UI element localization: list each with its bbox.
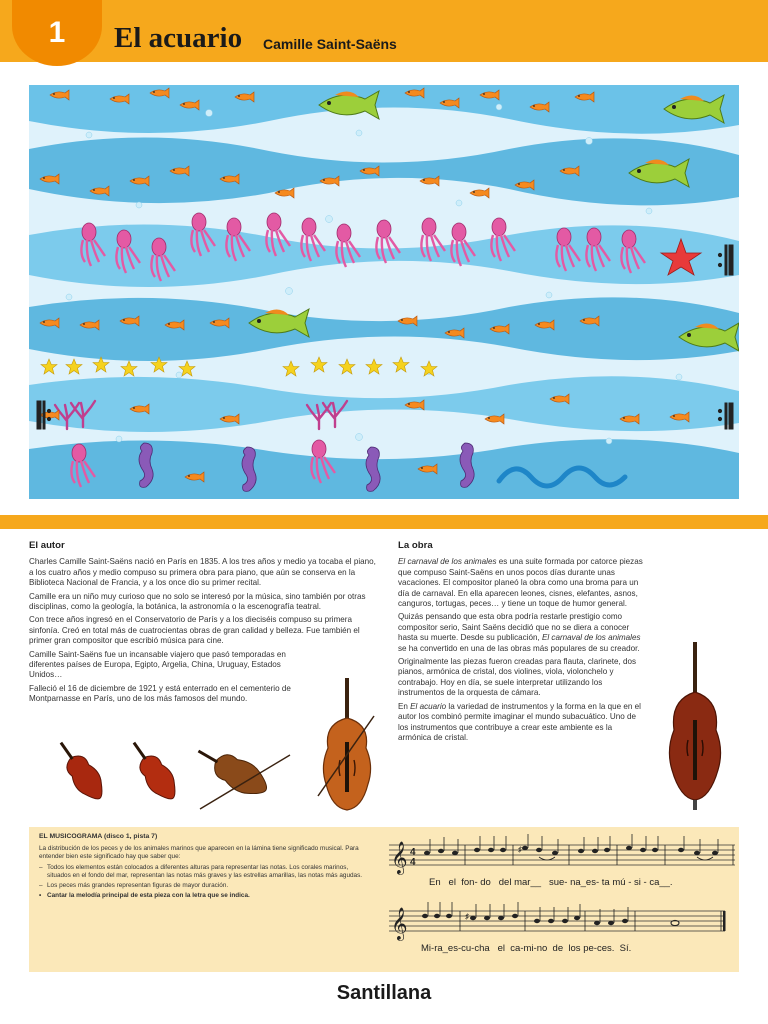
unit-number-badge: 1 bbox=[12, 0, 102, 66]
publisher-logo: Santillana bbox=[336, 982, 432, 1004]
svg-text:4: 4 bbox=[410, 857, 416, 868]
cello-icon bbox=[312, 676, 382, 816]
exercise-list bbox=[39, 864, 369, 901]
author-paragraph: Camille era un niño muy curioso que no solo se interesó por la música, sino también por otras disciplinas, como la geología, la botánica, la astronomía o la escenografía teatral. bbox=[29, 591, 366, 612]
work-heading: La obra bbox=[398, 540, 433, 551]
svg-text:♯: ♯ bbox=[465, 912, 469, 921]
author-paragraph: Con trece años ingresó en el Conservatorio de París y a los dieciséis compuso su primera sinfonía. Creó en total más de cuatrocientas obras de gran calidad y belleza. Fue también el primer gran compositor que escribió música para cine. bbox=[29, 615, 360, 646]
musicogram-illustration bbox=[29, 85, 739, 499]
svg-text:4: 4 bbox=[410, 847, 416, 858]
composer-name: Camille Saint-Saëns bbox=[263, 36, 397, 52]
exercise-instructions bbox=[39, 833, 369, 900]
author-heading: El autor bbox=[29, 540, 65, 551]
author-paragraph: Camille Saint-Saëns fue un incansable viajero que pasó temporadas en diferentes países de Europa, Egipto, Argelia, China, Uruguay, Estados Unidos… bbox=[29, 649, 286, 680]
treble-clef-icon: 𝄞 bbox=[391, 841, 408, 874]
author-paragraph: Falleció el 16 de diciembre de 1921 y está enterrado en el cementerio de Montparnasse en París, uno de los más famosos del mundo. bbox=[29, 683, 291, 704]
page-title: El acuario bbox=[114, 22, 243, 54]
exercise-intro: La distribución de los peces y de los animales marinos que aparecen en la lámina tiene significado musical. Para entender bien este significado hay que saber que: bbox=[39, 845, 359, 861]
section-divider bbox=[0, 515, 768, 529]
work-paragraph: En El acuario la variedad de instrumentos y la forma en la que en el autor los combinó permite imaginar el mundo subacuático. Uno de los instrumentos que contribuye a crear este ambiente es la armónica de cristal. bbox=[398, 701, 641, 742]
exercise-box bbox=[29, 827, 739, 972]
treble-clef-icon: 𝄞 bbox=[391, 907, 408, 940]
work-paragraph: Originalmente las piezas fueron creadas para flauta, clarinete, dos pianos, armónica de cristal, dos violines, viola, violonchelo y contrabajo. Hoy en día, se suele interpretar utilizando los instrumentos de la orquesta de cámara. bbox=[398, 657, 636, 698]
work-section bbox=[398, 541, 646, 746]
list-item: – Los peces más grandes representan figuras de mayor duración. bbox=[39, 882, 229, 890]
double-bass-icon bbox=[660, 640, 730, 810]
exercise-heading: EL MUSICOGRAMA (disco 1, pista 7) bbox=[39, 833, 158, 840]
author-paragraph: Charles Camille Saint-Saëns nació en París en 1835. A los tres años y medio ya tocaba el piano, a los cuatro años y medio compuso su primera obra para piano, que aún se conserva en la Biblioteca Nacional de Francia, y a los once dio su primer recital. bbox=[29, 557, 376, 588]
lyrics-line-2: Mi-ra_es-cu-cha el ca-mi-no de los pe-ces. Sí. bbox=[421, 943, 632, 954]
violin-icon bbox=[50, 735, 300, 815]
lyrics-line-1: En el fon- do del mar__ sue- na_es- ta mú - si - ca__. bbox=[429, 877, 673, 888]
list-item: • Cantar la melodía principal de esta pieza con la letra que se indica. bbox=[39, 892, 250, 900]
list-item: – Todos los elementos están colocados a diferentes alturas para representar las notas. Los corales marinos, situados en el fondo del mar, representan las notas más graves y las estrellas amarillas, las notas más agudas. bbox=[39, 863, 363, 879]
work-paragraph: Quizás pensando que esta obra podría restarle prestigio como compositor serio, Saint Saëns decidió que no se diera a conocer hasta su muerte. Desde su publicación, El carnaval de los animales se ha convertido en una de las obras más populares de su creador. bbox=[398, 612, 641, 653]
work-paragraph: El carnaval de los animales es una suite formada por catorce piezas que compuso Saint-Saëns en unos pocos días durante unas vacaciones. El compositor planeó la obra como una broma para un día de carnaval. En ella aparecen leones, cisnes, elefantes, asnos, canguros, tortugas, peces… y tiene un toque de humor general. bbox=[398, 557, 643, 609]
svg-text:♯: ♯ bbox=[518, 845, 522, 854]
